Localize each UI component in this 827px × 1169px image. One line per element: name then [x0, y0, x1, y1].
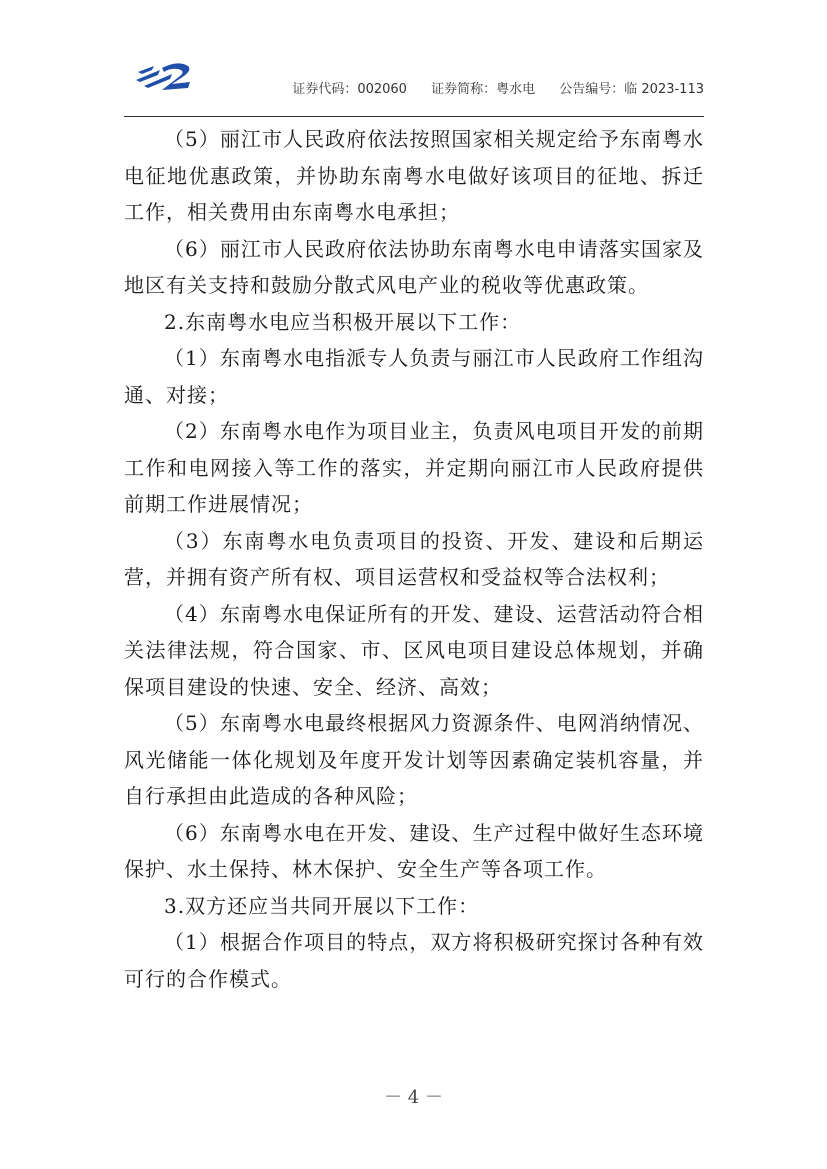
header-info: [292, 78, 704, 97]
page-number: － 4 －: [384, 1087, 443, 1108]
paragraph: （5）东南粤水电最终根据风力资源条件、电网消纳情况、风光储能一体化规划及年度开发计划等因素确定装机容量，并自行承担由此造成的各种风险；: [124, 711, 704, 808]
company-logo-icon: [132, 60, 194, 94]
paragraph: （3）东南粤水电负责项目的投资、开发、建设和后期运营，并拥有资产所有权、项目运营权和受益权等合法权利；: [124, 528, 704, 589]
header-divider: [124, 116, 704, 117]
paragraph: （6）东南粤水电在开发、建设、生产过程中做好生态环境保护、水土保持、林木保护、安全生产等各项工作。: [124, 820, 704, 881]
page-header: [124, 60, 704, 112]
notice-number: 公告编号：临 2023-113: [559, 82, 704, 97]
document-body: [124, 121, 704, 997]
paragraph: （1）根据合作项目的特点，双方将积极研究探讨各种有效可行的合作模式。: [124, 930, 704, 991]
stock-abbreviation: 证券简称：粤水电: [431, 82, 536, 97]
paragraph: （5）丽江市人民政府依法按照国家相关规定给予东南粤水电征地优惠政策，并协助东南粤水电做好该项目的征地、拆迁工作，相关费用由东南粤水电承担；: [124, 127, 704, 224]
paragraph: （1）东南粤水电指派专人负责与丽江市人民政府工作组沟通、对接；: [124, 346, 704, 407]
paragraph: （4）东南粤水电保证所有的开发、建设、运营活动符合相关法律法规，符合国家、市、区风电项目建设总体规划，并确保项目建设的快速、安全、经济、高效；: [124, 601, 704, 699]
paragraph: （6）丽江市人民政府依法协助东南粤水电申请落实国家及地区有关支持和鼓励分散式风电产业的税收等优惠政策。: [124, 236, 704, 297]
section-heading: 2.东南粤水电应当积极开展以下工作：: [164, 309, 522, 334]
paragraph: （2）东南粤水电作为项目业主，负责风电项目开发的前期工作和电网接入等工作的落实，并定期向丽江市人民政府提供前期工作进展情况；: [124, 419, 704, 516]
section-heading: 3.双方还应当共同开展以下工作：: [164, 893, 480, 918]
stock-code: 证券代码：002060: [292, 82, 407, 97]
